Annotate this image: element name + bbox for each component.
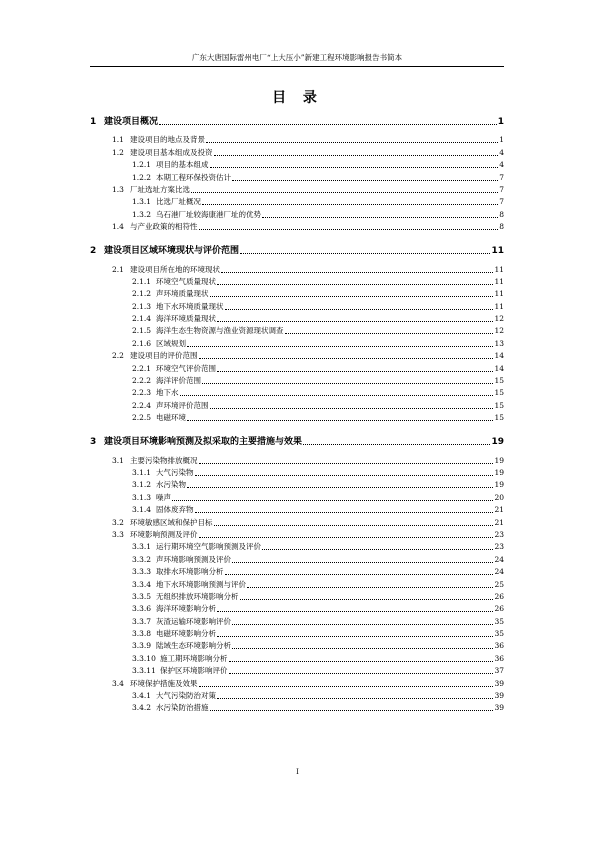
toc-entry-number: 3.3.3 <box>132 567 152 577</box>
toc-entry[interactable] <box>90 701 504 713</box>
toc-entry-page: 12 <box>494 326 504 336</box>
toc-entry-title: 环境空气评价范围 <box>156 363 216 373</box>
toc-leader-dots <box>229 660 494 662</box>
toc-entry-title: 环境影响预测及评价 <box>130 529 198 539</box>
toc-entry-page: 23 <box>494 542 504 552</box>
toc-leader-dots <box>240 598 494 600</box>
toc-entry[interactable] <box>90 453 504 465</box>
toc-entry[interactable] <box>90 336 504 348</box>
toc-entry-title: 电磁环境影响分析 <box>156 629 216 639</box>
toc-entry-number: 1.3.1 <box>132 197 152 207</box>
toc-leader-dots <box>262 216 498 218</box>
toc-entry-title: 取排水环境影响分析 <box>156 567 224 577</box>
toc-entry-title: 建设项目的评价范围 <box>130 351 198 361</box>
toc-entry-title: 固体废弃物 <box>156 505 194 515</box>
toc-entry-title: 海洋环境质量现状 <box>156 314 216 324</box>
page-number: I <box>296 768 299 776</box>
toc-leader-dots <box>229 672 494 674</box>
toc-entry[interactable] <box>90 349 504 361</box>
toc-entry-page: 24 <box>494 554 504 564</box>
toc-entry-title: 比选厂址概况 <box>156 197 201 207</box>
toc-entry-page: 37 <box>494 666 504 676</box>
toc-entry-page: 13 <box>494 338 504 348</box>
toc-entry[interactable] <box>90 158 504 170</box>
toc-entry[interactable] <box>90 398 504 410</box>
toc-entry[interactable] <box>90 275 504 287</box>
toc-entry-number: 3.3.10 <box>132 653 156 663</box>
toc-entry-title: 电磁环境 <box>156 413 186 423</box>
toc-entry-title: 厂址选址方案比选 <box>130 184 190 194</box>
toc-entry-title: 大气污染防治对策 <box>156 691 216 701</box>
toc-entry-number: 3.3.9 <box>132 641 152 651</box>
toc-entry-title: 海洋生态生物资源与渔业资源现状调查 <box>156 326 284 336</box>
toc-entry[interactable] <box>90 466 504 478</box>
toc-entry[interactable] <box>90 299 504 311</box>
toc-entry-number: 2.1.1 <box>132 276 152 286</box>
toc-entry-page: 21 <box>494 517 504 527</box>
toc-entry-number: 1.3 <box>112 184 124 194</box>
toc-entry-title: 水污染物 <box>156 480 186 490</box>
toc-entry-number: 2.2 <box>112 351 124 361</box>
toc-entry-page: 7 <box>499 184 504 194</box>
toc-entry-page: 11 <box>491 246 504 257</box>
toc-entry-page: 4 <box>499 147 504 157</box>
toc-leader-dots <box>225 573 494 575</box>
toc-entry-page: 1 <box>499 135 504 145</box>
toc-entry-number: 2 <box>90 246 97 257</box>
toc-leader-dots <box>210 166 499 168</box>
toc-entry-number: 2.1.5 <box>132 326 152 336</box>
toc-leader-dots <box>210 407 494 409</box>
toc-entry-page: 15 <box>494 376 504 386</box>
toc-leader-dots <box>202 203 498 205</box>
toc-leader-dots <box>191 191 498 193</box>
toc-entry-page: 14 <box>494 351 504 361</box>
toc-entry-title: 运行期环境空气影响预测及评价 <box>156 542 261 552</box>
toc-leader-dots <box>217 635 493 637</box>
toc-entry[interactable] <box>90 287 504 299</box>
toc-leader-dots <box>217 283 493 285</box>
toc-entry[interactable] <box>90 478 504 490</box>
toc-entry-page: 15 <box>494 388 504 398</box>
toc-leader-dots <box>221 271 493 273</box>
toc-entry-number: 3.3.8 <box>132 629 152 639</box>
toc-entry-number: 2.2.4 <box>132 400 152 410</box>
toc-entry[interactable] <box>90 433 504 447</box>
running-header: 广东大唐国际雷州电厂“上大压小”新建工程环境影响报告书简本 <box>90 52 504 67</box>
toc-entry-page: 8 <box>499 222 504 232</box>
toc-entry-title: 灰渣运输环境影响评价 <box>156 616 231 626</box>
toc-entry-number: 3.4.2 <box>132 703 152 713</box>
toc-leader-dots <box>247 586 493 588</box>
toc-entry[interactable] <box>90 242 504 256</box>
toc-entry[interactable] <box>90 676 504 688</box>
toc-entry[interactable] <box>90 324 504 336</box>
toc-entry-page: 36 <box>494 653 504 663</box>
toc-entry-number: 3.3.1 <box>132 542 152 552</box>
toc-entry-title: 建设项目环境影响预测及拟采取的主要措施与效果 <box>104 437 303 448</box>
toc-entry[interactable] <box>90 602 504 614</box>
toc-leader-dots <box>199 536 494 538</box>
toc-entry-title: 施工期环境影响分析 <box>160 653 228 663</box>
toc-entry-title: 陆域生态环境影响分析 <box>156 641 231 651</box>
toc-entry-page: 24 <box>494 567 504 577</box>
toc-entry-page: 19 <box>494 480 504 490</box>
toc-entry-title: 海洋环境影响分析 <box>156 604 216 614</box>
toc-entry-number: 3.3.2 <box>132 554 152 564</box>
toc-entry-number: 3.1.3 <box>132 492 152 502</box>
toc-entry-title: 环境空气质量现状 <box>156 276 216 286</box>
toc-entry-page: 39 <box>494 703 504 713</box>
toc-leader-dots <box>187 486 493 488</box>
toc-entry-title: 保护区环境影响评价 <box>160 666 228 676</box>
toc-entry-page: 12 <box>494 314 504 324</box>
toc-entry-number: 1.2.1 <box>132 160 152 170</box>
toc-leader-dots <box>210 295 494 297</box>
toc-entry-title: 乌石港厂址较海康港厂址的优势 <box>156 209 261 219</box>
toc-leader-dots <box>232 561 493 563</box>
toc-leader-dots <box>232 179 498 181</box>
toc-entry-number: 3.4 <box>112 678 124 688</box>
toc-entry[interactable] <box>90 565 504 577</box>
toc-entry-page: 19 <box>491 437 504 448</box>
toc-entry[interactable] <box>90 361 504 373</box>
toc-entry-number: 3.1 <box>112 455 124 465</box>
toc-leader-dots <box>187 419 493 421</box>
toc-leader-dots <box>232 623 493 625</box>
toc-entry-number: 2.1.6 <box>132 338 152 348</box>
toc-leader-dots <box>285 332 494 334</box>
toc-entry[interactable] <box>90 170 504 182</box>
toc-entry-number: 3.2 <box>112 517 124 527</box>
toc-entry-title: 海洋评价范围 <box>156 376 201 386</box>
toc-entry-page: 23 <box>494 529 504 539</box>
toc-entry-title: 水污染防治措施 <box>156 703 209 713</box>
toc-entry-page: 11 <box>494 276 504 286</box>
toc-entry-number: 1.1 <box>112 135 124 145</box>
toc-entry-page: 36 <box>494 641 504 651</box>
toc-entry-title: 建设项目的地点及背景 <box>130 135 205 145</box>
toc-entry-title: 建设项目区域环境现状与评价范围 <box>104 246 240 257</box>
toc-entry-number: 3.1.4 <box>132 505 152 515</box>
toc-entry-number: 1.3.2 <box>132 209 152 219</box>
toc-leader-dots <box>217 697 493 699</box>
toc-entry[interactable] <box>90 374 504 386</box>
toc-entry[interactable] <box>90 220 504 232</box>
toc-entry-page: 15 <box>494 413 504 423</box>
toc-entry-number: 3.3.7 <box>132 616 152 626</box>
toc-entry-page: 26 <box>494 591 504 601</box>
toc-leader-dots <box>303 443 490 445</box>
toc-entry-page: 11 <box>494 289 504 299</box>
toc-entry-title: 环境敏感区域和保护目标 <box>130 517 213 527</box>
toc-entry-number: 3.4.1 <box>132 691 152 701</box>
toc-leader-dots <box>214 524 494 526</box>
toc-entry[interactable] <box>90 639 504 651</box>
toc-entry-title: 声环境影响预测及评价 <box>156 554 231 564</box>
toc-entry-title: 建设项目概况 <box>104 117 159 127</box>
toc-entry-page: 26 <box>494 604 504 614</box>
toc-entry[interactable] <box>90 145 504 157</box>
toc-leader-dots <box>159 123 497 125</box>
toc-entry[interactable] <box>90 528 504 540</box>
toc-entry-title: 建设项目所在地的环境现状 <box>130 264 220 274</box>
toc-entry[interactable] <box>90 411 504 423</box>
toc-entry-page: 7 <box>499 172 504 182</box>
toc-entry-page: 1 <box>497 117 504 127</box>
toc-entry-page: 7 <box>499 197 504 207</box>
toc-leader-dots <box>202 382 493 384</box>
toc-entry-page: 35 <box>494 629 504 639</box>
toc-entry-title: 噪声 <box>156 492 171 502</box>
toc-entry-page: 8 <box>499 209 504 219</box>
toc-entry-number: 2.1.3 <box>132 301 152 311</box>
toc-entry[interactable] <box>90 386 504 398</box>
toc-entry[interactable] <box>90 183 504 195</box>
toc-leader-dots <box>187 345 493 347</box>
toc-entry-number: 1 <box>90 117 97 127</box>
toc-entry[interactable] <box>90 113 504 127</box>
toc-entry-number: 2.1 <box>112 264 124 274</box>
toc-entry[interactable] <box>90 577 504 589</box>
toc-leader-dots <box>199 462 494 464</box>
toc-leader-dots <box>217 320 493 322</box>
toc-leader-dots <box>262 548 493 550</box>
toc-entry[interactable] <box>90 133 504 145</box>
toc-entry-title: 无组织排放环境影响分析 <box>156 591 239 601</box>
toc-entry-title: 建设项目基本组成及投资 <box>130 147 213 157</box>
toc-entry[interactable] <box>90 689 504 701</box>
toc-entry-page: 11 <box>494 301 504 311</box>
toc-leader-dots <box>240 252 490 254</box>
toc-leader-dots <box>199 357 494 359</box>
toc-entry-page: 4 <box>499 160 504 170</box>
toc-entry-title: 地下水环境影响预测与评价 <box>156 579 246 589</box>
toc-entry[interactable] <box>90 207 504 219</box>
toc-entry[interactable] <box>90 627 504 639</box>
toc-entry-number: 3.3 <box>112 529 124 539</box>
toc-entry-page: 39 <box>494 678 504 688</box>
toc-entry-page: 19 <box>494 455 504 465</box>
toc-leader-dots <box>195 474 494 476</box>
toc-entry-title: 本期工程环保投资估计 <box>156 172 231 182</box>
toc-entry[interactable] <box>90 490 504 502</box>
toc-entry-page: 15 <box>494 400 504 410</box>
toc-entry-number: 2.2.5 <box>132 413 152 423</box>
toc-leader-dots <box>206 141 498 143</box>
toc-entry-page: 21 <box>494 505 504 515</box>
toc-entry-title: 地下水环境质量现状 <box>156 301 224 311</box>
toc-entry[interactable] <box>90 262 504 274</box>
toc-entry[interactable] <box>90 503 504 515</box>
toc-entry[interactable] <box>90 312 504 324</box>
toc-entry-title: 主要污染物排放概况 <box>130 455 198 465</box>
toc-entry-number: 2.2.2 <box>132 376 152 386</box>
toc-entry-page: 14 <box>494 363 504 373</box>
toc-entry-number: 1.2 <box>112 147 124 157</box>
toc-entry-number: 3.1.2 <box>132 480 152 490</box>
toc-entry-page: 11 <box>494 264 504 274</box>
toc-title: 目 录 <box>272 90 323 106</box>
toc-entry-page: 35 <box>494 616 504 626</box>
toc-entry-number: 2.1.2 <box>132 289 152 299</box>
toc-entry-number: 2.2.3 <box>132 388 152 398</box>
toc-entry-title: 与产业政策的相符性 <box>130 222 198 232</box>
toc-leader-dots <box>199 685 494 687</box>
toc-entry-number: 1.2.2 <box>132 172 152 182</box>
toc-entry[interactable] <box>90 590 504 602</box>
toc-entry[interactable] <box>90 195 504 207</box>
toc-entry-number: 2.2.1 <box>132 363 152 373</box>
toc-entry-number: 1.4 <box>112 222 124 232</box>
toc-entry-page: 39 <box>494 691 504 701</box>
toc-leader-dots <box>180 394 494 396</box>
toc-entry-number: 3 <box>90 437 97 448</box>
toc-leader-dots <box>232 647 493 649</box>
toc-entry-number: 3.3.11 <box>132 666 156 676</box>
toc-entry-number: 3.3.4 <box>132 579 152 589</box>
toc-entry-title: 环境保护措施及效果 <box>130 678 198 688</box>
toc-entry-page: 25 <box>494 579 504 589</box>
toc-entry[interactable] <box>90 651 504 663</box>
table-of-contents <box>90 113 504 713</box>
toc-leader-dots <box>172 499 493 501</box>
toc-entry-number: 2.1.4 <box>132 314 152 324</box>
toc-entry-number: 3.1.1 <box>132 467 152 477</box>
toc-entry[interactable] <box>90 664 504 676</box>
toc-entry-number: 3.3.6 <box>132 604 152 614</box>
toc-leader-dots <box>199 228 499 230</box>
toc-entry-title: 区域规划 <box>156 338 186 348</box>
toc-entry-page: 20 <box>494 492 504 502</box>
toc-entry-title: 声环境质量现状 <box>156 289 209 299</box>
toc-entry[interactable] <box>90 515 504 527</box>
toc-entry-number: 3.3.5 <box>132 591 152 601</box>
toc-leader-dots <box>217 370 493 372</box>
toc-leader-dots <box>195 511 494 513</box>
toc-entry-title: 大气污染物 <box>156 467 194 477</box>
toc-entry[interactable] <box>90 540 504 552</box>
toc-entry-title: 地下水 <box>156 388 179 398</box>
toc-leader-dots <box>217 610 493 612</box>
toc-leader-dots <box>214 154 499 156</box>
toc-entry-title: 项目的基本组成 <box>156 160 209 170</box>
toc-entry[interactable] <box>90 552 504 564</box>
toc-leader-dots <box>225 308 494 310</box>
toc-entry[interactable] <box>90 614 504 626</box>
toc-entry-page: 19 <box>494 467 504 477</box>
toc-leader-dots <box>210 709 494 711</box>
toc-entry-title: 声环境评价范围 <box>156 400 209 410</box>
